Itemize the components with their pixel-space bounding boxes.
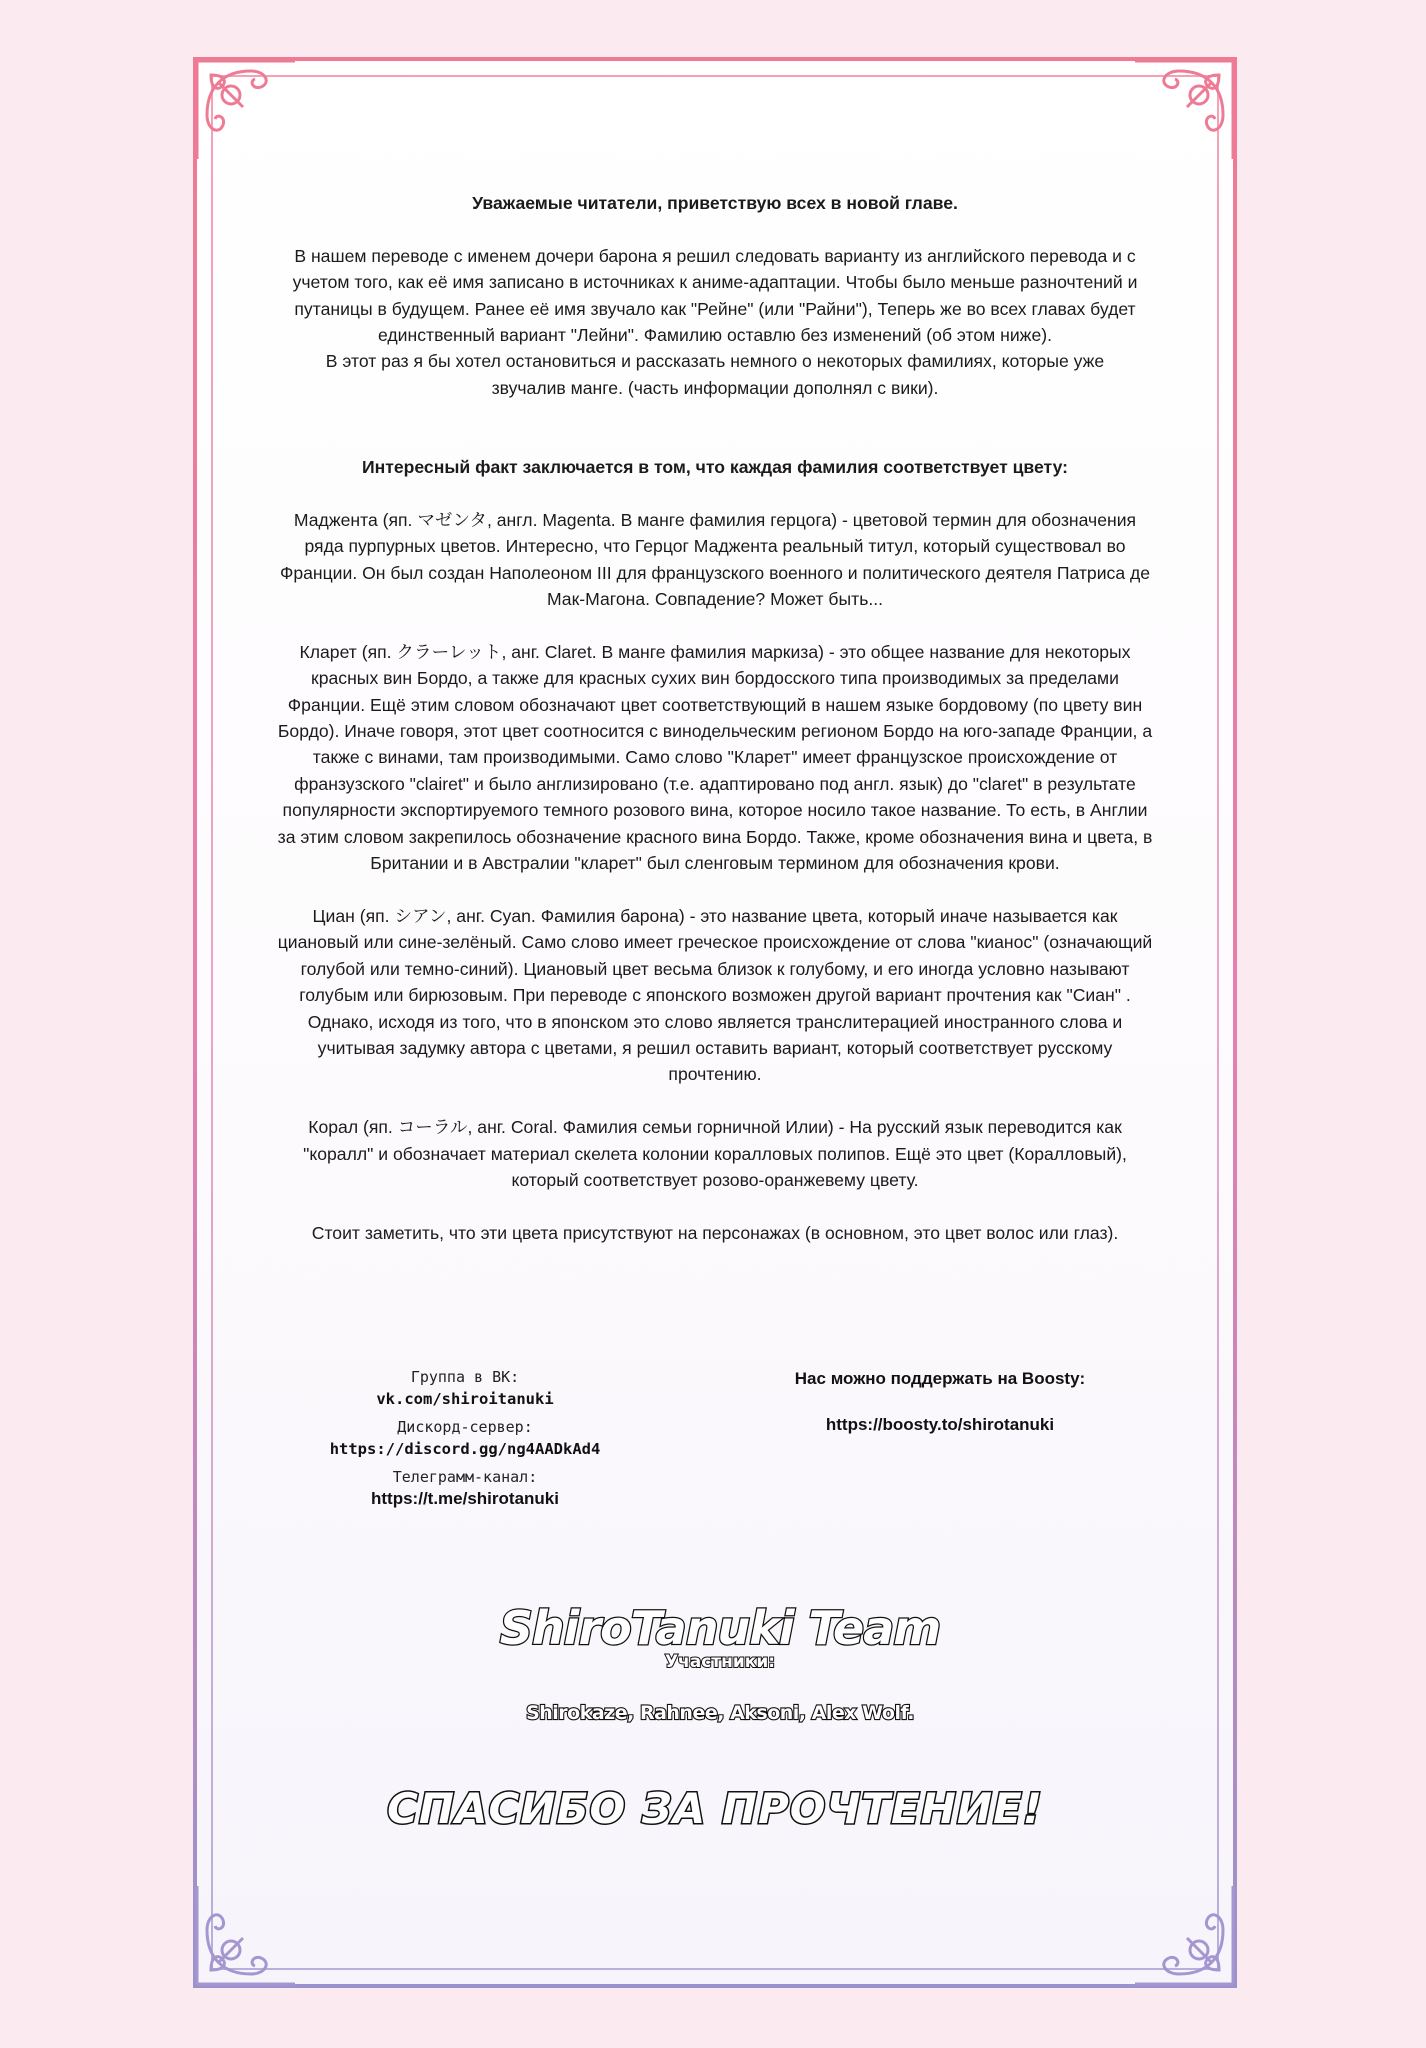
discord-label: Дискорд-сервер: — [397, 1418, 533, 1436]
text-line: В этот раз я бы хотел остановиться и рассказать немного о некоторых фамилиях, которые уже — [325, 351, 1105, 372]
text-line: Франции. Он был создан Наполеоном III для французского военного и политического деятеля Патриса де — [279, 562, 1151, 583]
text-line: популярности экспортируемого темного розового вина, которое носило такое название. То есть, в Англии — [282, 800, 1148, 821]
text-line: голубым или бирюзовым. При переводе с японского возможен другой вариант прочтения как "Сиан" . — [299, 985, 1131, 1006]
text-line: ряда пурпурных цветов. Интересно, что Герцог Маджента реальный титул, который существовал во — [304, 536, 1126, 557]
corner-ornament-icon — [1129, 55, 1239, 165]
telegram-link[interactable]: https://t.me/shirotanuki — [371, 1489, 559, 1508]
fact-heading: Интересный факт заключается в том, что каждая фамилия соответствует цвету: — [361, 457, 1069, 478]
text-line: прочтению. — [668, 1064, 762, 1085]
text-line: циановый или сине-зелёный. Само слово имеет греческое происхождение от слова "кианос" (означающий — [277, 932, 1153, 953]
text-line: фрaнзузского "clairet" и было англизировано (т.е. адаптировано под англ. язык) до "claret" в результате — [294, 773, 1136, 794]
text-line: Однако, исходя из того, что в японском это слово является транслитерацией иностранного слова и — [307, 1011, 1123, 1032]
text-line: Циан (яп. シアン, анг. Cyan. Фамилия барона) - это название цвета, который иначе называется как — [312, 905, 1118, 926]
thanks-banner: СПАСИБО ЗА ПРОЧТЕНИЕ! — [387, 1784, 1043, 1833]
intro-paragraph — [270, 243, 1160, 401]
text-line: учитывая задумку автора с цветами, я решил оставить вариант, который соответствует русскому — [317, 1037, 1113, 1058]
claret-paragraph — [270, 639, 1160, 877]
text-line: Британии и в Австралии "кларет" был сленговым термином для обозначения крови. — [370, 853, 1060, 874]
greeting: Уважаемые читатели, приветствую всех в новой главе. — [472, 193, 958, 213]
text-line: который соответствует розово-оранжевему цвету. — [511, 1169, 919, 1190]
text-line: Корал (яп. コーラル, анг. Coral. Фамилия семьи горничной Илии) - На русский язык переводится как — [308, 1117, 1122, 1138]
coral-paragraph — [270, 1114, 1160, 1193]
text-line: учетом того, как её имя записано в источниках к аниме-адаптации. Чтобы было меньше разночтений и — [292, 272, 1138, 293]
text-line: Мак-Магона. Совпадение? Может быть... — [546, 589, 884, 610]
letter-body — [270, 190, 1160, 1273]
telegram-label: Телеграмм-канал: — [392, 1468, 538, 1486]
magenta-paragraph — [270, 507, 1160, 613]
text-line: Маджента (яп. マゼンタ, англ. Magenta. В манге фамилия герцога) - цветовой термин для обозначения — [293, 509, 1137, 530]
text-line: Бордо). Иначе говоря, этот цвет соотносится с винодельческим регионом Бордо на юго-западе Франции, а — [277, 721, 1153, 742]
corner-ornament-icon — [191, 1880, 301, 1990]
text-line: также с винами, там производимыми. Само слово "Кларет" имеет французское происхождение от — [312, 747, 1118, 768]
vk-link[interactable]: vk.com/shiroitanuki — [376, 1390, 554, 1408]
members-list: Shirokaze, Rahnee, Aksoni, Alex Wolf. — [526, 1702, 914, 1724]
text-line: красных вин Бордо, а также для красных сухих вин бордосского типа производимых за пределами — [311, 668, 1119, 689]
text-line: В нашем переводе с именем дочери барона я решил следовать варианту из английского перевода и с — [294, 245, 1136, 266]
vk-label: Группа в ВК: — [410, 1368, 520, 1386]
text-line: Кларет (яп. クラーレット, анг. Claret. В манге фамилия маркиза) - это общее название для некоторых — [299, 641, 1131, 662]
text-line: "коралл" и обозначает материал скелета колонии коралловых полипов. Ещё это цвет (Коралловый), — [303, 1143, 1127, 1164]
corner-ornament-icon — [1129, 1880, 1239, 1990]
closing-paragraph: Стоит заметить, что эти цвета присутствуют на персонажах (в основном, это цвет волос или глаз). — [311, 1222, 1119, 1243]
team-logo-text: ShiroTanuki Team — [499, 1601, 941, 1655]
boosty-link[interactable]: https://boosty.to/shirotanuki — [825, 1415, 1055, 1434]
text-line: единственный вариант "Лейни". Фамилию оставлю без изменений (об этом ниже). — [378, 325, 1052, 346]
social-links — [310, 1366, 620, 1516]
text-line: Франции. Ещё этим словом обозначают цвет соответствующий в нашем языке бордовому (по цвету вин — [287, 694, 1143, 715]
text-line: голубой или темно-синий). Циановый цвет весьма близок к голубому, и его иногда условно называют — [300, 958, 1130, 979]
discord-link[interactable]: https://discord.gg/ng4AADkAd4 — [329, 1440, 601, 1458]
boosty-label: Нас можно поддержать на Boosty: — [794, 1369, 1086, 1388]
text-line: путаницы в будущем. Ранее её имя звучало как "Рейне" (или "Райни"), Теперь же во всех главах будет — [294, 298, 1136, 319]
text-line: за этим словом закрепилось обозначение красного вина Бордо. Также, кроме обозначения вина и цвета, в — [277, 826, 1153, 847]
support-links — [760, 1366, 1120, 1438]
members-label: Участники: — [664, 1652, 776, 1672]
text-line: звучалив манге. (часть информации дополнял с вики). — [491, 377, 939, 398]
corner-ornament-icon — [191, 55, 301, 165]
cyan-paragraph — [270, 903, 1160, 1088]
